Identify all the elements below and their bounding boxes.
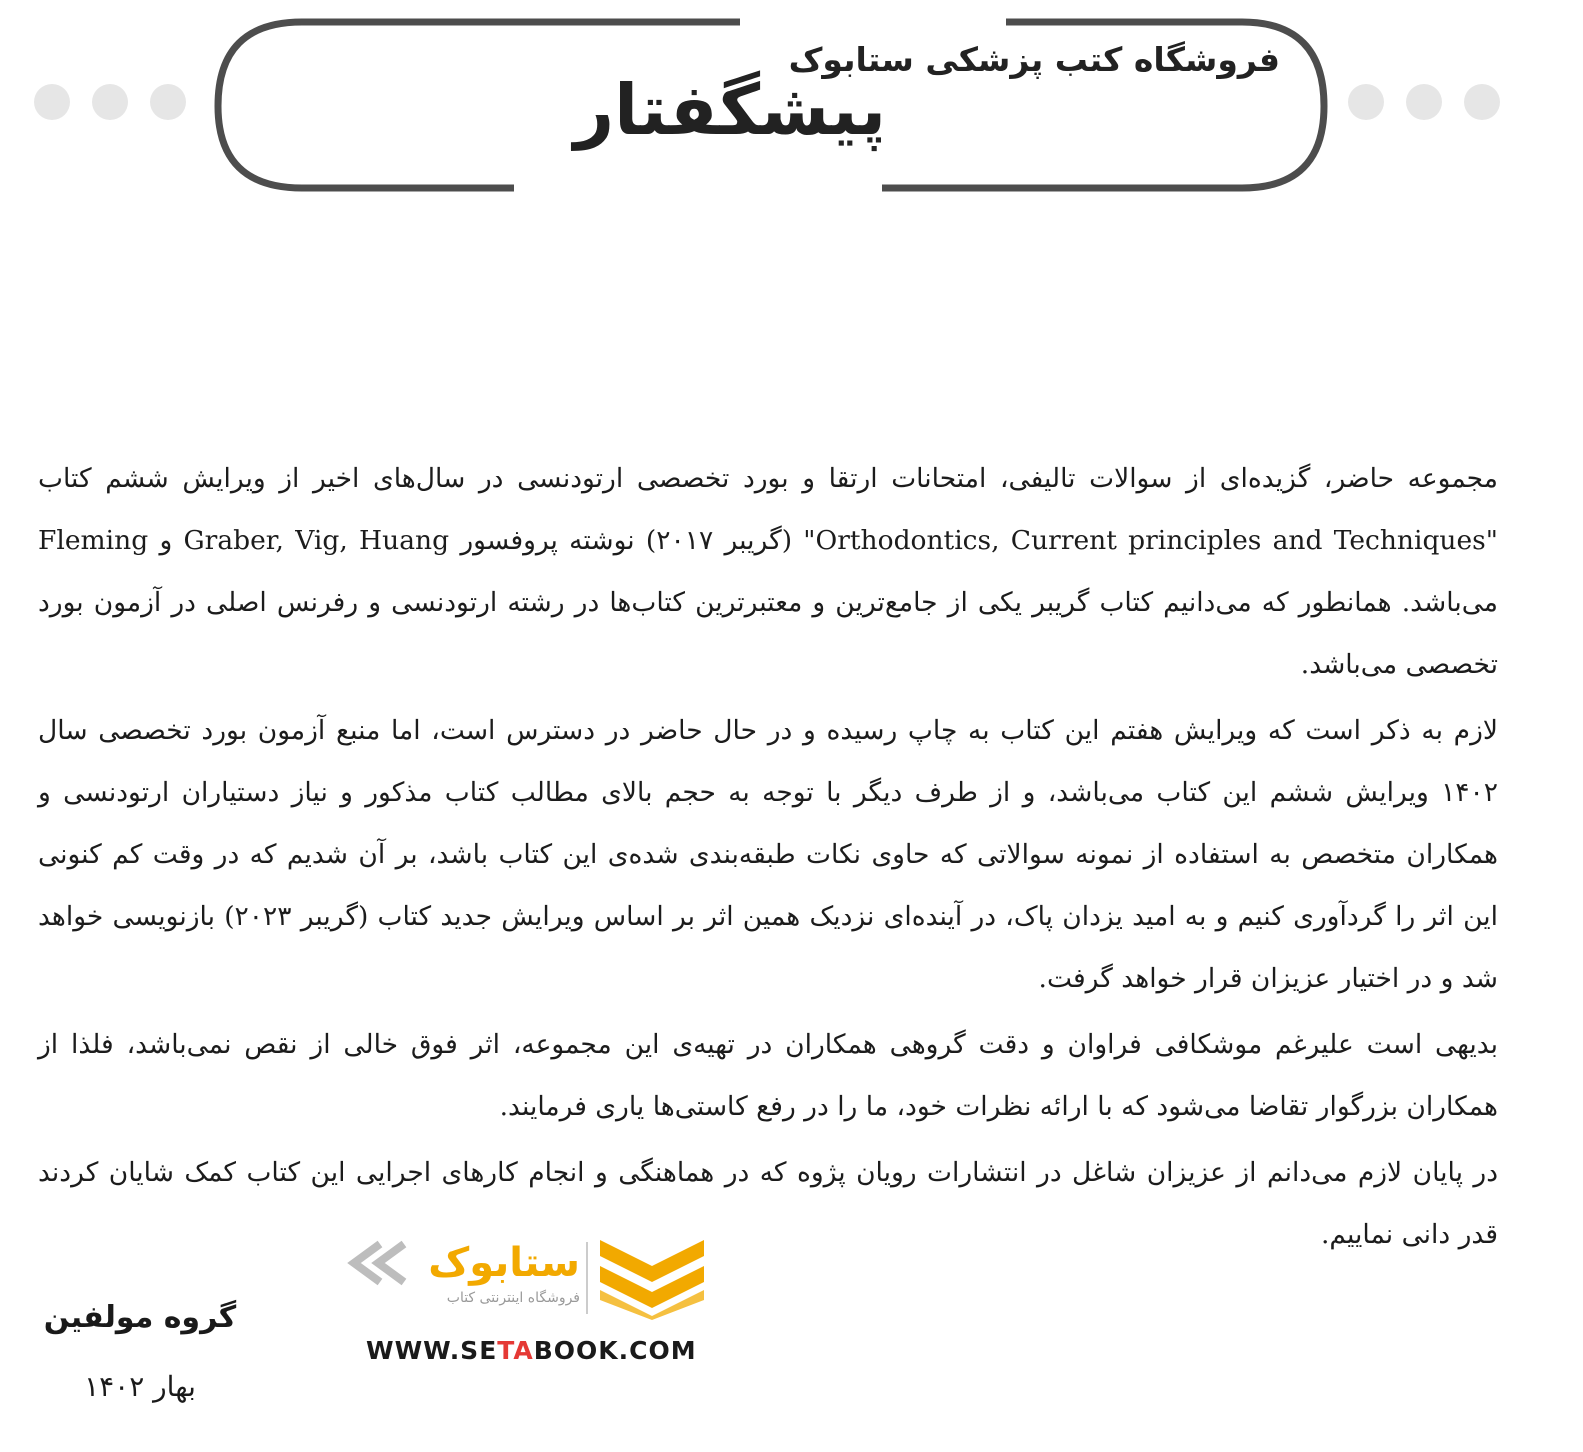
logo-subtitle: فروشگاه اینترنتی کتاب — [446, 1290, 580, 1306]
url-prefix: WWW.SE — [366, 1336, 498, 1365]
paragraph: مجموعه حاضر، گزیده‌ای از سوالات تالیفی، امتحانات ارتقا و بورد تخصصی ارتودنسی در سال‌های اخیر از ویرایش ششم کتاب "Orthodontics, Current principles and Techniques" (گریبر ۲۰۱۷) نوشته پروفسور Graber, Vig, Huang و Fleming می‌باشد. همانطور که می‌دانیم کتاب گریبر یکی از جامع‌ترین و معتبرترین کتاب‌ها در رشته ارتودنسی و رفرنس اصلی در آزمون بورد تخصصی می‌باشد. — [38, 463, 1498, 680]
logo-brand-text: ستابوک — [428, 1240, 580, 1286]
signature-date: بهار ۱۴۰۲ — [84, 1370, 196, 1403]
dot — [1348, 84, 1384, 120]
page-title: پیشگفتار — [573, 69, 887, 151]
authors-group: گروه مولفین — [43, 1300, 237, 1335]
paragraph: بدیهی است علیرغم موشکافی فراوان و دقت گروهی همکاران در تهیه‌ی این مجموعه، اثر فوق خالی از نقص نمی‌باشد، فلذا از همکاران بزرگوار تقاضا می‌شود که با ارائه نظرات خود، ما را در رفع کاستی‌ها یاری فرمایند. — [38, 1029, 1498, 1122]
dot — [150, 84, 186, 120]
url-accent: TA — [497, 1336, 534, 1365]
store-watermark: فروشگاه کتب پزشکی ستابوک — [788, 40, 1280, 79]
paragraph: لازم به ذکر است که ویرایش هفتم این کتاب به چاپ رسیده و در حال حاضر در دسترس است، اما منبع آزمون بورد تخصصی سال ۱۴۰۲ ویرایش ششم این کتاب می‌باشد، و از طرف دیگر با توجه به حجم بالای مطالب کتاب مذکور و نیاز دستیاران ارتودنسی و همکاران متخصص به استفاده از نمونه سوالاتی که حاوی نکات طبقه‌بندی شده‌ی این کتاب باشد، بر آن شدیم که در وقت کم کنونی این اثر را گردآوری کنیم و به امید یزدان پاک، در آینده‌ای نزدیک همین اثر بر اساس ویرایش جدید کتاب (گریبر ۲۰۲۳) بازنویسی خواهد شد و در اختیار عزیزان قرار خواهد گرفت. — [38, 715, 1498, 994]
decorative-dots-right — [1348, 84, 1500, 120]
paragraph: در پایان لازم می‌دانم از عزیزان شاغل در انتشارات رویان پژوه که در هماهنگی و انجام کارهای اجرایی این کتاب کمک شایان کردند قدر دانی نماییم. — [38, 1157, 1498, 1250]
logo-url — [366, 1336, 706, 1365]
preface-body — [38, 448, 1498, 1270]
chevron-logo-icon — [598, 1236, 706, 1320]
dot — [1464, 84, 1500, 120]
logo-divider — [586, 1242, 588, 1314]
setabook-logo — [340, 1232, 710, 1382]
url-suffix: BOOK.COM — [533, 1336, 697, 1365]
dot — [92, 84, 128, 120]
decorative-dots-left — [34, 84, 186, 120]
dot — [1406, 84, 1442, 120]
dot — [34, 84, 70, 120]
